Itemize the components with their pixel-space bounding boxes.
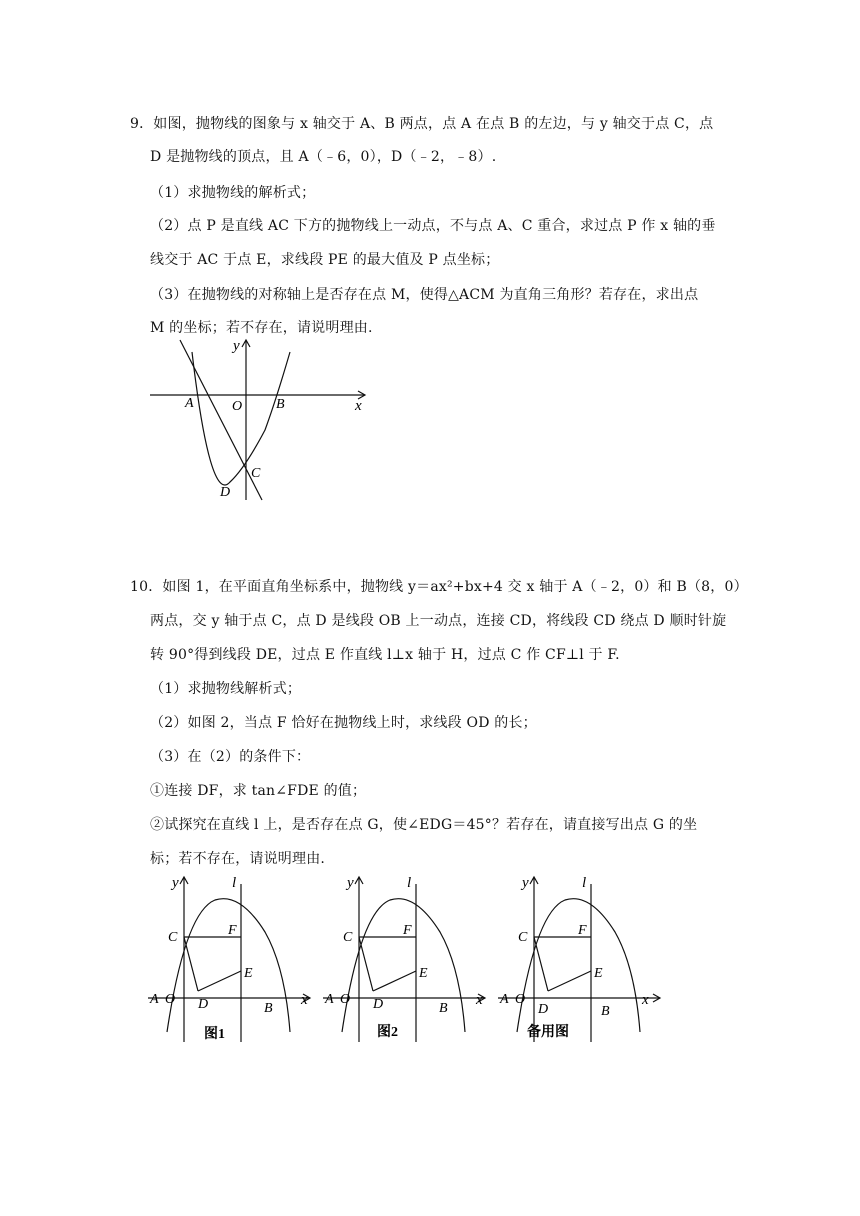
q10-f1-label-l: l <box>232 875 237 891</box>
q9-label-c: C <box>251 466 261 481</box>
q10-f2-label-f: F <box>403 923 412 938</box>
q10-line-5: （2）如图 2，当点 F 恰好在抛物线上时，求线段 OD 的长； <box>150 715 537 731</box>
q10-f1-label-a: A <box>150 992 159 1007</box>
q10-f1-segment-cd <box>184 937 198 991</box>
q9-label-x: x <box>355 398 362 414</box>
q9-label-d: D <box>220 485 231 500</box>
q10-f3-label-o: O <box>515 992 526 1007</box>
q9-line-7: M 的坐标；若不存在，请说明理由. <box>150 320 373 336</box>
q10-f2-label-a: A <box>325 992 334 1007</box>
q10-line-2: 两点，交 y 轴于点 C，点 D 是线段 OB 上一动点，连接 CD，将线段 CD 绕点 D 顺时针旋 <box>150 613 727 629</box>
q9-line-4: （2）点 P 是直线 AC 下方的抛物线上一动点，不与点 A、C 重合，求过点 P 作 x 轴的垂 <box>150 218 716 234</box>
q9-label-a: A <box>185 396 194 411</box>
q10-f3-caption: 备用图 <box>527 1025 569 1040</box>
q10-f1-label-d: D <box>198 997 209 1012</box>
q10-f3-label-x: x <box>642 992 649 1008</box>
q9-line-1: 9．如图，抛物线的图象与 x 轴交于 A、B 两点，点 A 在点 B 的左边，与 y 轴交于点 C，点 <box>130 116 714 132</box>
q10-f3-label-y: y <box>522 875 529 891</box>
q10-f1-caption: 图1 <box>204 1027 225 1042</box>
q10-f3-segment-de <box>548 971 591 991</box>
q9-label-b: B <box>276 397 285 412</box>
q10-figure-2 <box>315 872 495 1047</box>
q10-figure-3 <box>490 872 670 1047</box>
q10-f3-label-d: D <box>538 1002 549 1017</box>
q10-f3-label-e: E <box>594 966 603 981</box>
q10-f3-label-l: l <box>582 875 587 891</box>
q10-f1-label-b: B <box>264 1001 273 1016</box>
q10-f3-label-c: C <box>518 930 528 945</box>
q10-line-9: 标；若不存在，请说明理由. <box>150 851 326 867</box>
q10-f1-label-e: E <box>244 966 253 981</box>
q10-f2-label-b: B <box>439 1001 448 1016</box>
q10-line-6: （3）在（2）的条件下： <box>150 749 311 765</box>
q9-label-o: O <box>232 399 243 414</box>
q9-parabola <box>192 352 290 485</box>
q10-f2-label-e: E <box>419 966 428 981</box>
q9-line-ac <box>180 340 262 500</box>
q10-f2-label-c: C <box>343 930 353 945</box>
q9-line-2: D 是抛物线的顶点，且 A（﹣6，0），D（﹣2，﹣8）. <box>150 149 497 165</box>
q10-f2-label-o: O <box>340 992 351 1007</box>
q9-line-5: 线交于 AC 于点 E，求线段 PE 的最大值及 P 点坐标； <box>150 252 500 268</box>
q9-figure <box>140 330 380 510</box>
q10-line-1: 10．如图 1，在平面直角坐标系中，抛物线 y＝ax²+bx+4 交 x 轴于 A（﹣2，0）和 B（8，0） <box>130 579 748 595</box>
q10-f1-label-c: C <box>168 930 178 945</box>
q10-f2-caption: 图2 <box>377 1025 398 1040</box>
q10-figure-1 <box>140 872 320 1047</box>
q10-f2-segment-de <box>373 971 416 991</box>
q10-f1-label-x: x <box>301 992 308 1008</box>
q10-f3-segment-cd <box>534 937 548 991</box>
q10-f1-label-f: F <box>228 923 237 938</box>
q9-line-6: （3）在抛物线的对称轴上是否存在点 M，使得△ACM 为直角三角形？若存在，求出点 <box>150 287 699 303</box>
q10-f3-label-b: B <box>601 1004 610 1019</box>
q9-label-y: y <box>233 338 240 354</box>
q10-f3-label-a: A <box>500 992 509 1007</box>
q10-f1-label-o: O <box>165 992 176 1007</box>
q10-line-8: ②试探究在直线 l 上，是否存在点 G，使∠EDG＝45°？若存在，请直接写出点 G 的坐 <box>150 817 698 833</box>
q10-f3-parabola <box>517 899 640 1032</box>
q10-f2-label-y: y <box>347 875 354 891</box>
q10-f3-label-f: F <box>578 923 587 938</box>
q10-f2-label-d: D <box>373 997 384 1012</box>
q10-line-4: （1）求抛物线解析式； <box>150 681 302 697</box>
q10-f1-label-y: y <box>172 875 179 891</box>
q10-f2-label-l: l <box>407 875 412 891</box>
q10-f2-segment-cd <box>359 937 373 991</box>
q9-line-3: （1）求抛物线的解析式； <box>150 185 316 201</box>
q10-f1-segment-de <box>198 971 241 991</box>
q10-line-7: ①连接 DF，求 tan∠FDE 的值； <box>150 783 367 799</box>
q10-line-3: 转 90°得到线段 DE，过点 E 作直线 l⊥x 轴于 H，过点 C 作 CF⊥l 于 F. <box>150 647 620 663</box>
q10-f2-label-x: x <box>476 992 483 1008</box>
